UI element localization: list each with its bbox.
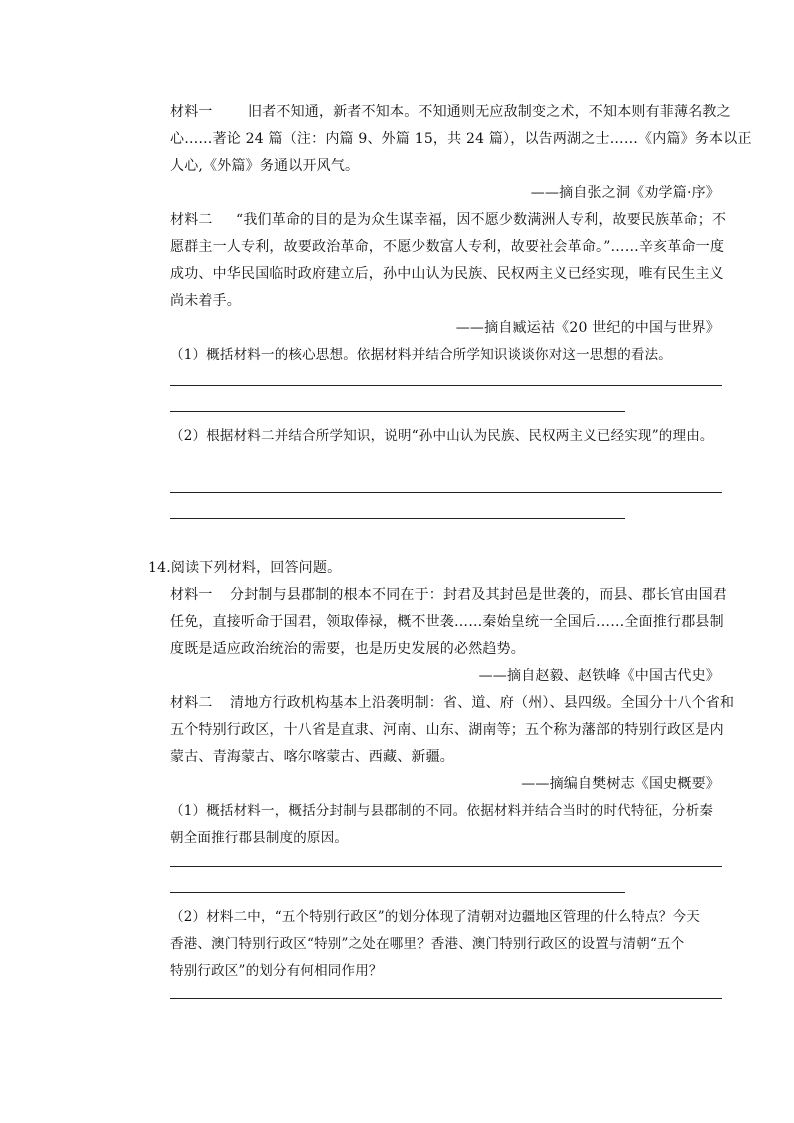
q13-material-1-line-2: 心……著论 24 篇（注：内篇 9、外篇 15，共 24 篇），以告两湖之士……《内篇》务本以正 [170, 131, 752, 147]
q14-subquestion-2-line-2: 香港、澳门特别行政区“特别”之处在哪里？香港、澳门特别行政区的设置与清朝“五个 [170, 936, 685, 952]
q13-material-2-line-3: 成功、中华民国临时政府建立后，孙中山认为民族、民权两主义已经实现，唯有民生主义 [170, 266, 724, 282]
q14-answer-line-2[interactable] [170, 892, 625, 893]
q13-material-1-line-3: 人心,《外篇》务通以开风气。 [170, 158, 360, 174]
q14-material-1-source: ——摘自赵毅、赵铁峰《中国古代史》 [478, 668, 720, 684]
q13-answer-line-3[interactable] [170, 492, 722, 493]
q13-material-1-label: 材料一 [170, 104, 213, 120]
q14-answer-line-3[interactable] [170, 998, 722, 999]
q14-material-1-line-1: 分封制与县郡制的根本不同在于：封君及其封邑是世袭的，而县、郡长官由国君 [230, 587, 727, 603]
q13-material-2-line-4: 尚未着手。 [170, 293, 241, 309]
q13-material-2-line-1: “我们革命的目的是为众生谋幸福，因不愿少数满洲人专利，故要民族革命；不 [236, 212, 727, 228]
q13-answer-line-1[interactable] [170, 385, 722, 386]
q13-subquestion-2: （2）根据材料二并结合所学知识，说明“孙中山认为民族、民权两主义已经实现”的理由。 [170, 428, 714, 444]
q14-material-2-line-3: 蒙古、青海蒙古、喀尔喀蒙古、西藏、新疆。 [170, 749, 454, 765]
q13-answer-line-4[interactable] [170, 518, 625, 519]
q14-subquestion-1-line-1: （1）概括材料一，概括分封制与县郡制的不同。依据材料并结合当时的时代特征，分析秦 [170, 803, 714, 819]
q14-subquestion-2-line-3: 特别行政区”的划分有何相同作用？ [170, 963, 383, 979]
q14-material-2-line-1: 清地方行政机构基本上沿袭明制：省、道、府（州）、县四级。全国分十八个省和 [230, 695, 735, 711]
q14-answer-line-1[interactable] [170, 866, 722, 867]
q14-material-1-line-2: 任免，直接听命于国君，领取俸禄，概不世袭……秦始皇统一全国后……全面推行郡县制 [170, 614, 724, 630]
q14-material-2-source: ——摘编自樊树志《国史概要》 [521, 776, 720, 792]
q14-material-2-label: 材料二 [170, 695, 213, 711]
q13-material-2-source: ——摘自臧运祜《20 世纪的中国与世界》 [455, 320, 720, 336]
q13-subquestion-1: （1）概括材料一的核心思想。依据材料并结合所学知识谈谈你对这一思想的看法。 [170, 347, 672, 363]
q14-subquestion-2-line-1: （2）材料二中，“五个特别行政区”的划分体现了清朝对边疆地区管理的什么特点？今天 [170, 909, 700, 925]
q13-material-1-line-1: 旧者不知通，新者不知本。不知通则无应敌制变之术，不知本则有菲薄名教之 [248, 104, 731, 120]
q14-material-1-label: 材料一 [170, 587, 213, 603]
q14-material-1-line-3: 度既是适应政治统治的需要，也是历史发展的必然趋势。 [170, 641, 525, 657]
q13-material-2-line-2: 愿群主一人专利，故要政治革命，不愿少数富人专利，故要社会革命。”……辛亥革命一度 [170, 239, 725, 255]
q13-material-1-source: ——摘自张之洞《劝学篇·序》 [530, 185, 720, 201]
q14-stem: 14.阅读下列材料，回答问题。 [148, 560, 342, 576]
q14-subquestion-1-line-2: 朝全面推行郡县制度的原因。 [170, 830, 349, 846]
q13-material-2-label: 材料二 [170, 212, 213, 228]
q13-answer-line-2[interactable] [170, 411, 625, 412]
q14-material-2-line-2: 五个特别行政区，十八省是直隶、河南、山东、湖南等；五个称为藩部的特别行政区是内 [170, 722, 724, 738]
